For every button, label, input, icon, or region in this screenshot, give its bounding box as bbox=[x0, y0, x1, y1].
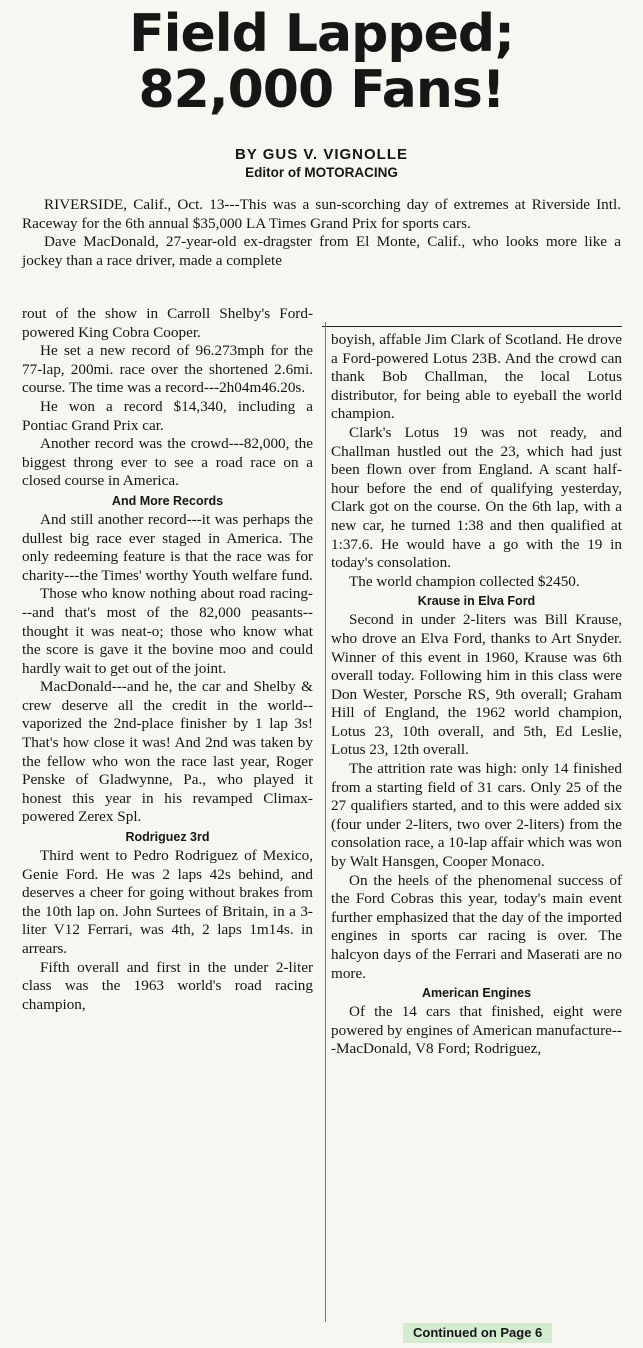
article-paragraph: boyish, affable Jim Clark of Scotland. He drove a Ford-powered Lotus 23B. And the crowd can thank Bob Challman, the local Lotus distributor, for being able to eyeball the world champion. bbox=[331, 331, 622, 423]
lead-paragraph: Dave MacDonald, 27-year-old ex-dragster from El Monte, Calif., who looks more like a jockey than a race driver, made a complete bbox=[22, 233, 621, 269]
lead-paragraph: RIVERSIDE, Calif., Oct. 13---This was a sun-scorching day of extremes at Riverside Intl. Raceway for the 6th annual $35,000 LA Times Grand Prix for sports cars. bbox=[22, 196, 621, 232]
section-subhead: Krause in Elva Ford bbox=[417, 594, 536, 609]
continued-label: Continued on Page 6 bbox=[403, 1323, 552, 1343]
article-paragraph: Of the 14 cars that finished, eight were powered by engines of American manufacture---MacDonald, V8 Ford; Rodriguez, bbox=[331, 1003, 622, 1058]
article-paragraph: Third went to Pedro Rodriguez of Mexico, Genie Ford. He was 2 laps 42s behind, and deserves a cheer for going without brakes from the 10th lap on. John Surtees of Britain, in a 3-liter V12 Ferrari, was 4th, 2 laps 1m14s. in arrears. bbox=[22, 847, 313, 957]
byline-role: Editor of MOTORACING bbox=[245, 165, 398, 180]
article-paragraph: Fifth overall and first in the under 2-liter class was the 1963 world's road racing champion, bbox=[22, 958, 313, 1013]
lead-paragraphs bbox=[22, 196, 621, 270]
section-subhead: Rodriguez 3rd bbox=[125, 830, 210, 845]
article-paragraph: He won a record $14,340, including a Pontiac Grand Prix car. bbox=[22, 397, 313, 434]
right-column bbox=[331, 305, 622, 1059]
article-paragraph: Second in under 2-liters was Bill Krause, who drove an Elva Ford, thanks to Art Snyder. Winner of this event in 1960, Krause was 6th overall today. Following him in this class were Don Wester, Porsche RS, 9th overall; Graham Hill of England, the 1962 world champion, Lotus 23, 10th overall, and 5th, Ed Leslie, Lotus 23, 12th overall. bbox=[331, 611, 622, 759]
article-paragraph: The attrition rate was high: only 14 finished from a starting field of 31 cars. Only 25 of the 27 qualifiers started, and to this were added six (four under 2-liters, two over 2-liters) from the consolation race, a 10-lap affair which was won by Walt Hansgen, Cooper Monaco. bbox=[331, 760, 622, 871]
headline-line-1: Field Lapped; bbox=[129, 4, 514, 64]
article-paragraph: And still another record---it was perhaps the dullest big race ever staged in America. The only redeeming feature is that the race was for charity---the Times' worthy Youth welfare fund. bbox=[22, 510, 313, 584]
headline-line-2: 82,000 Fans! bbox=[138, 60, 505, 120]
article-paragraph: rout of the show in Carroll Shelby's Ford-powered King Cobra Cooper. bbox=[22, 305, 313, 341]
article-paragraph: MacDonald---and he, the car and Shelby & crew deserve all the credit in the world--vaporized the 2nd-place finisher by 1 lap 3s! That's how close it was! And 2nd was taken by the fellow who won the race last year, Roger Penske of Gladwynne, Pa., who played it honest this year in his revamped Climax-powered Zerex Spl. bbox=[22, 678, 313, 826]
article-paragraph: Another record was the crowd---82,000, the biggest throng ever to see a road race on a closed course in America. bbox=[22, 435, 313, 490]
article-paragraph: Clark's Lotus 19 was not ready, and Challman hustled out the 23, which had just been flown over from England. A scant half-hour before the end of qualifying yesterday, Clark got on the course. On the 6th lap, with a new car, he turned 1:38 and then qualified at 1:37.6. He would have a go with the 19 in today's consolation. bbox=[331, 423, 622, 572]
article-paragraph: Those who know nothing about road racing---and that's most of the 82,000 peasants--thought it was neat-o; those who know what the score is gave it the bovine moo and could hardly wait to get out of the joint. bbox=[22, 585, 313, 677]
byline-author: BY GUS V. VIGNOLLE bbox=[234, 146, 409, 163]
section-subhead: American Engines bbox=[421, 986, 532, 1001]
section-subhead: And More Records bbox=[111, 493, 224, 508]
article-paragraph: He set a new record of 96.273mph for the 77-lap, 200mi. race over the shortened 2.6mi. course. The time was a record---2h04m46.20s. bbox=[22, 342, 313, 397]
article-columns bbox=[22, 305, 622, 1059]
article-paragraph: The world champion collected $2450. bbox=[349, 572, 580, 590]
left-column bbox=[22, 305, 313, 1059]
article-paragraph: On the heels of the phenomenal success of the Ford Cobras this year, today's main event further emphasized that the day of the imported engines in sports car racing is over. The halcyon days of the Ferrari and Maserati are no more. bbox=[331, 871, 622, 982]
headline bbox=[0, 0, 643, 118]
byline bbox=[0, 146, 643, 182]
